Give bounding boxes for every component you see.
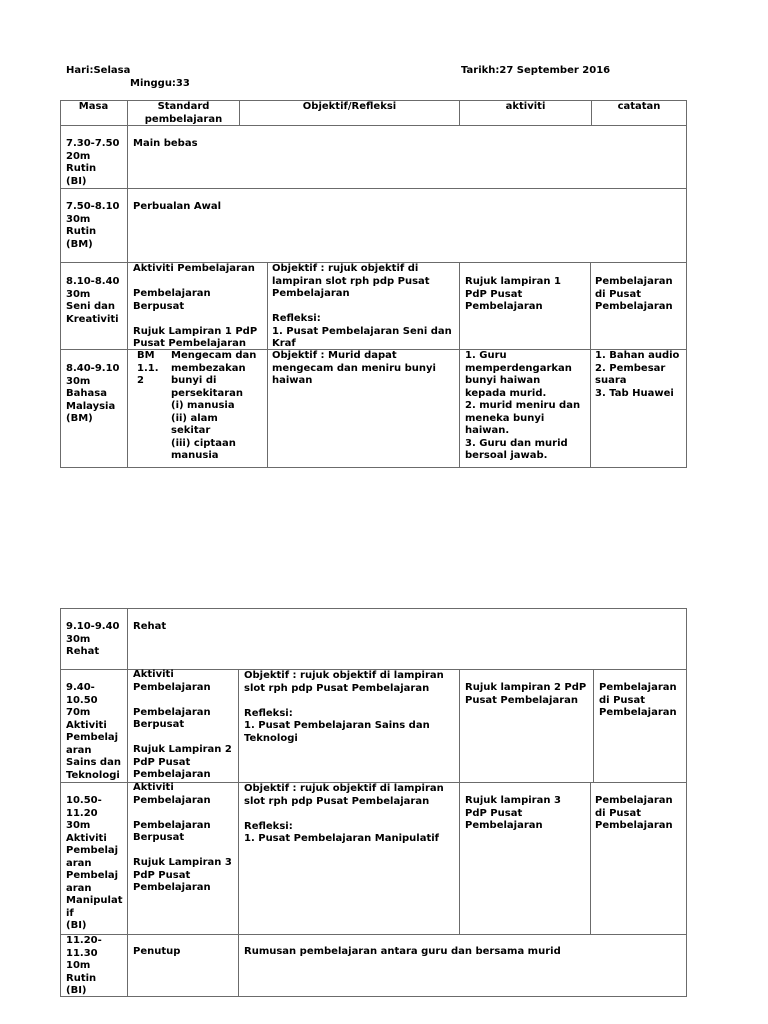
row-standard: Aktiviti Pembelajaran Pembelajaran Berpusat Rujuk Lampiran 1 PdP Pusat Pembelajaran	[133, 263, 258, 349]
day-label: Hari:Selasa	[66, 65, 131, 76]
row-catatan: Pembelajaran di Pusat Pembelajaran	[595, 795, 673, 831]
row-objektif: Objektif : rujuk objektif di lampiran slot rph pdp Pusat Pembelajaran Refleksi: 1. Pusat Pembelajaran Manipulatif	[244, 783, 444, 844]
week-label: Minggu:33	[130, 78, 190, 89]
header-masa: Masa	[78, 101, 109, 112]
header-aktiviti: aktiviti	[505, 101, 546, 112]
row-aktiviti: Rujuk lampiran 3 PdP Pusat Pembelajaran	[465, 795, 561, 831]
row-masa: 8.10-8.40 30m Seni dan Kreativiti	[66, 276, 120, 325]
row-standard-code: BM 1.1. 2	[137, 350, 159, 386]
row-masa: 9.10-9.40 30m Rehat	[66, 621, 120, 657]
row-standard: Mengecam dan membezakan bunyi di persekitaran (i) manusia (ii) alam sekitar (iii) ciptaan manusia	[171, 350, 257, 461]
header-objektif: Objektif/Refleksi	[302, 101, 397, 112]
row-content: Rehat	[133, 621, 167, 632]
header-standard: Standard pembelajaran	[144, 101, 223, 125]
row-content: Rumusan pembelajaran antara guru dan bersama murid	[244, 946, 561, 957]
date-label: Tarikh:27 September 2016	[461, 65, 611, 76]
row-standard: Aktiviti Pembelajaran Pembelajaran Berpusat Rujuk Lampiran 3 PdP Pusat Pembelajaran	[133, 782, 232, 893]
header-catatan: catatan	[617, 101, 661, 112]
row-standard: Aktiviti Pembelajaran Pembelajaran Berpusat Rujuk Lampiran 2 PdP Pusat Pembelajaran	[133, 669, 232, 780]
row-aktiviti: Rujuk lampiran 2 PdP Pusat Pembelajaran	[465, 682, 587, 706]
row-masa: 11.20- 11.30 10m Rutin (BI)	[66, 935, 102, 996]
row-content: Main bebas	[133, 138, 198, 149]
row-masa: 7.50-8.10 30m Rutin (BM)	[66, 201, 120, 250]
row-content: Perbualan Awal	[133, 201, 221, 212]
row-objektif: Objektif : Murid dapat mengecam dan meniru bunyi haiwan	[272, 350, 436, 386]
row-catatan: Pembelajaran di Pusat Pembelajaran	[595, 276, 673, 312]
row-catatan: Pembelajaran di Pusat Pembelajaran	[599, 682, 677, 718]
row-aktiviti: Rujuk lampiran 1 PdP Pusat Pembelajaran	[465, 276, 561, 312]
row-masa: 7.30-7.50 20m Rutin (BI)	[66, 138, 120, 187]
row-masa: 10.50- 11.20 30m Aktiviti Pembelaj aran Pembelaj aran Manipulat if (BI)	[66, 795, 123, 931]
row-masa: 8.40-9.10 30m Bahasa Malaysia (BM)	[66, 363, 120, 424]
row-catatan: 1. Bahan audio 2. Pembesar suara 3. Tab Huawei	[595, 350, 680, 399]
row-objektif: Objektif : rujuk objektif di lampiran slot rph pdp Pusat Pembelajaran Refleksi: 1. Pusat Pembelajaran Sains dan Teknologi	[244, 670, 444, 744]
row-aktiviti: 1. Guru memperdengarkan bunyi haiwan kepada murid. 2. murid meniru dan meneka bunyi haiwan. 3. Guru dan murid bersoal jawab.	[465, 350, 581, 461]
row-objektif: Objektif : rujuk objektif di lampiran slot rph pdp Pusat Pembelajaran Refleksi: 1. Pusat Pembelajaran Seni dan Kraf	[272, 263, 452, 349]
row-standard: Penutup	[133, 946, 181, 957]
row-masa: 9.40- 10.50 70m Aktiviti Pembelaj aran Sains dan Teknologi	[66, 682, 121, 781]
